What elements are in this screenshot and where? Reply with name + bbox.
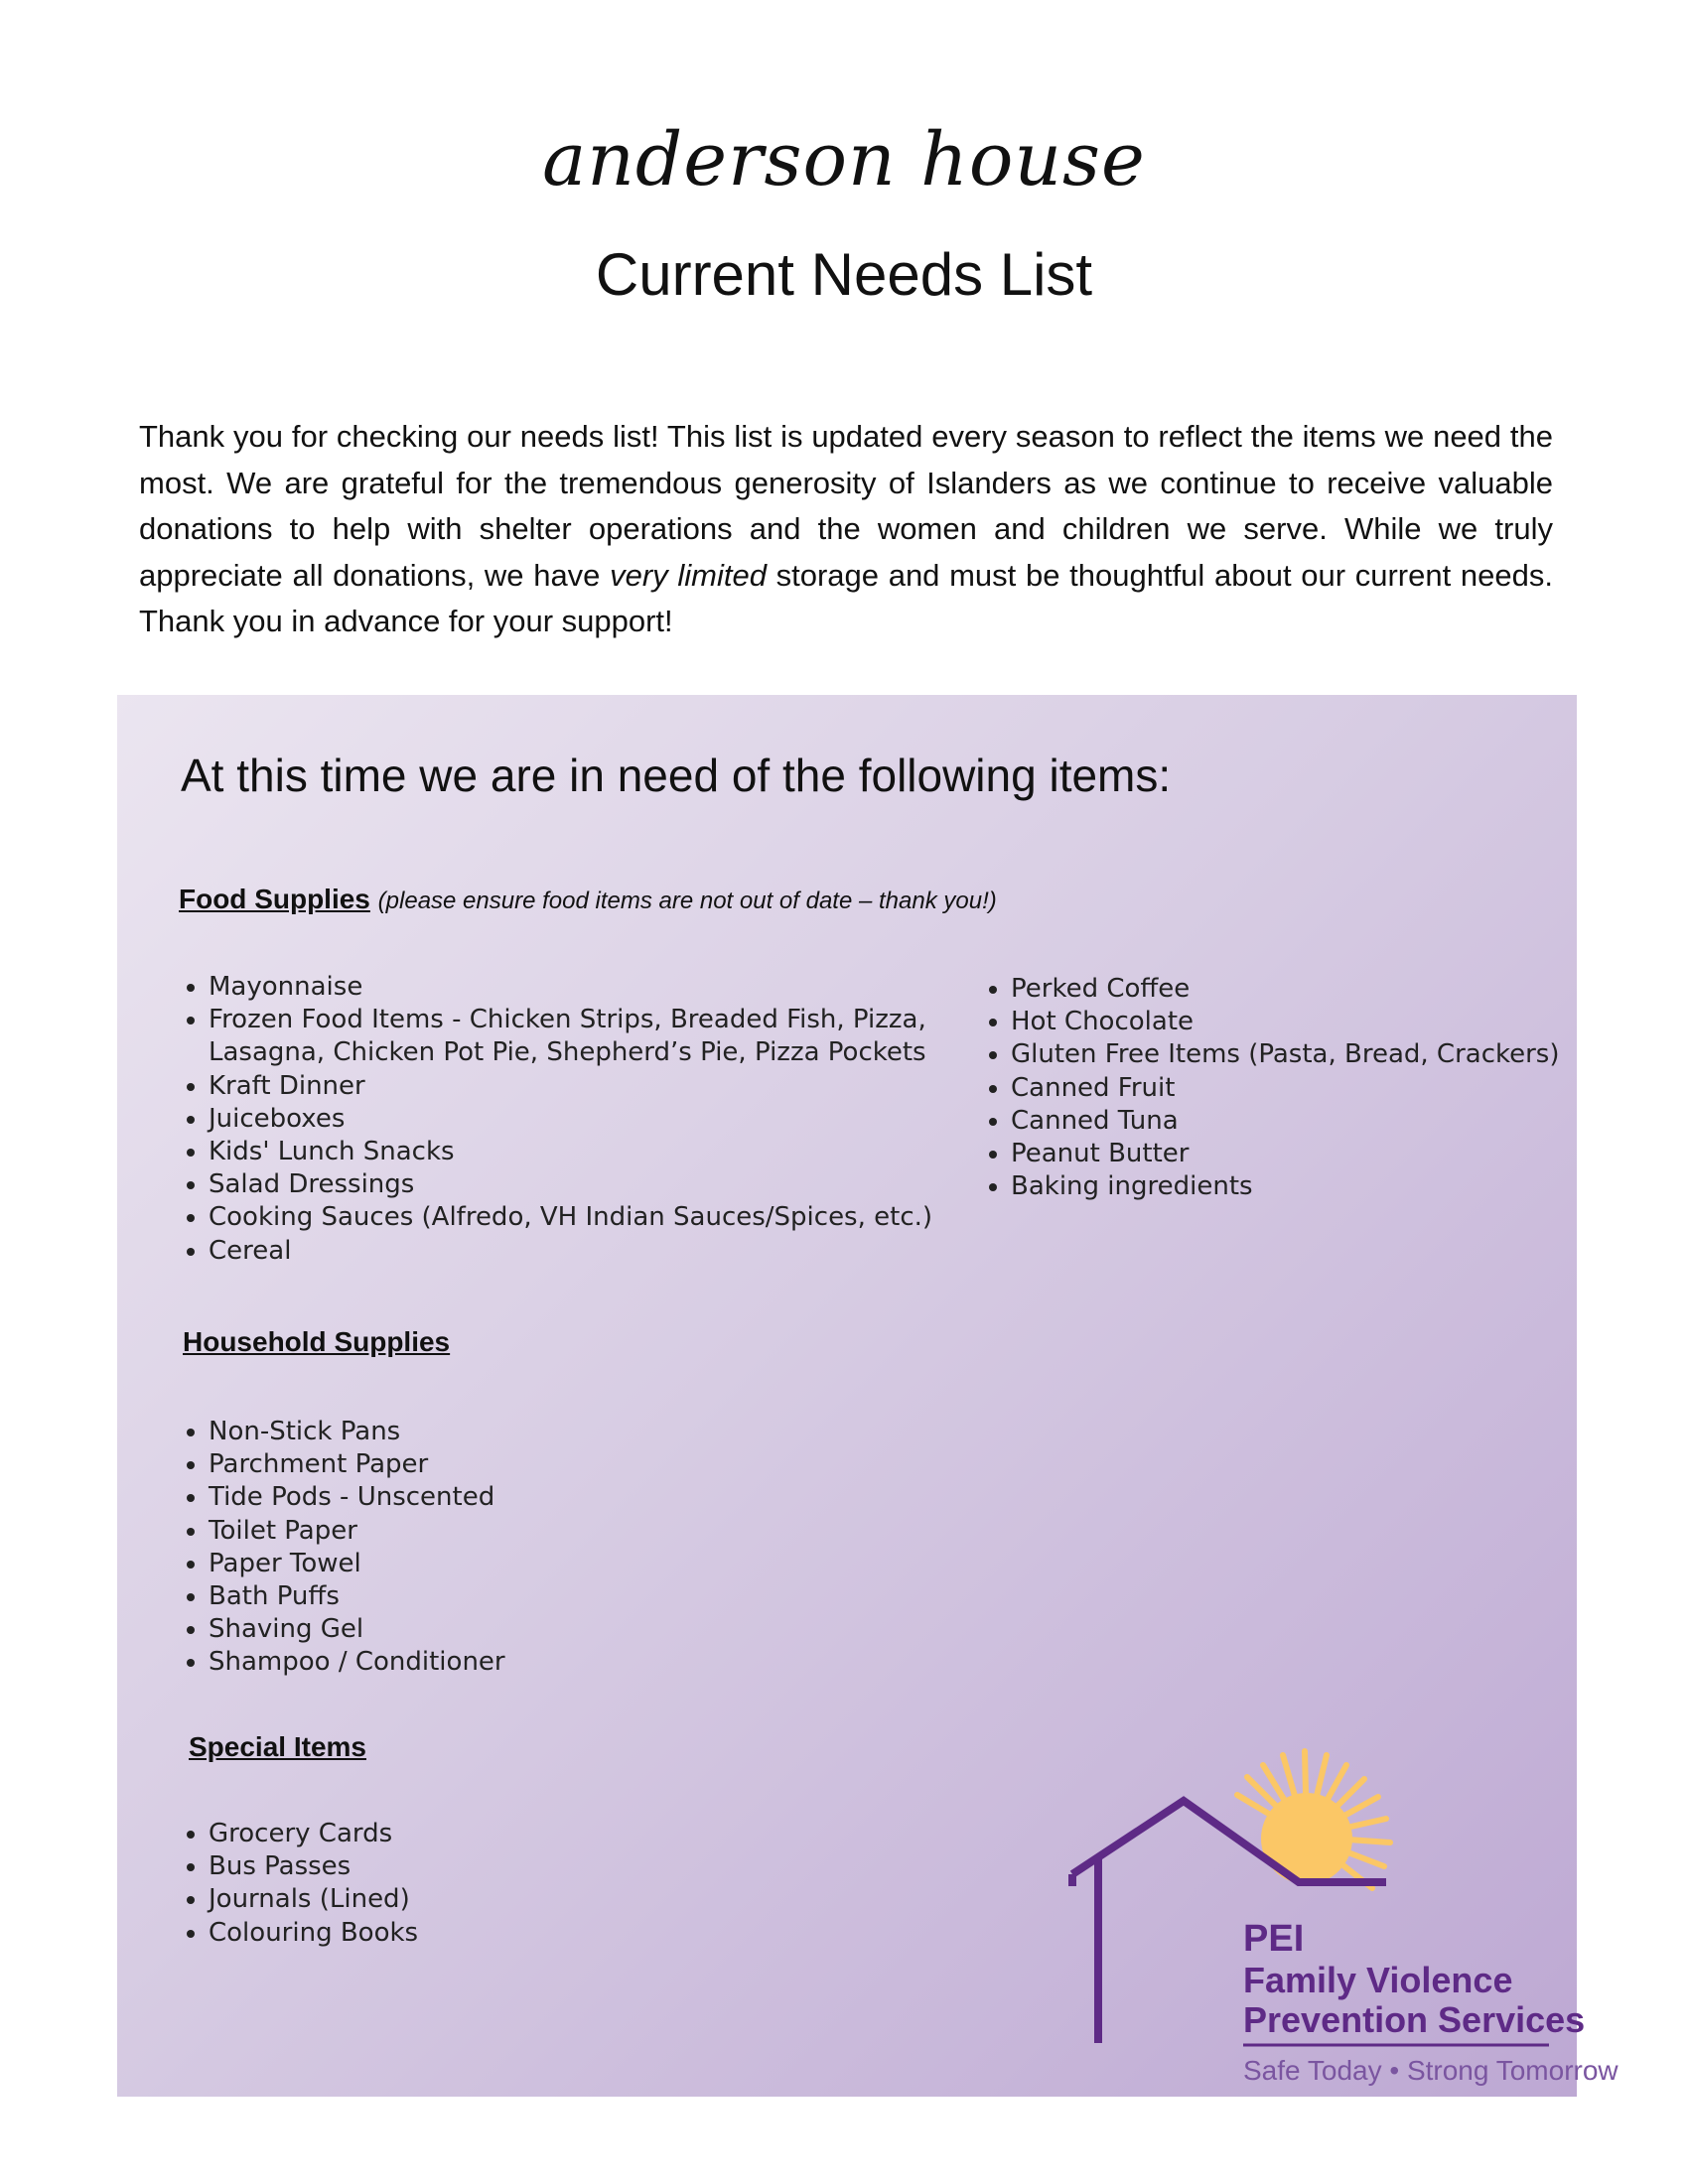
list-item: • Mayonnaise xyxy=(209,971,943,1004)
needs-panel xyxy=(117,695,1618,2097)
list-item: • Cooking Sauces (Alfredo, VH Indian Sauces/Spices, etc.) xyxy=(209,1201,943,1234)
list-item: • Gluten Free Items (Pasta, Bread, Crackers) xyxy=(1011,1038,1587,1071)
logo-tagline: Safe Today • Strong Tomorrow xyxy=(1243,2055,1618,2086)
list-item: • Kids' Lunch Snacks xyxy=(209,1136,943,1168)
food-list-left xyxy=(177,971,943,1268)
food-section-heading xyxy=(179,884,997,915)
list-item: • Baking ingredients xyxy=(1011,1170,1587,1203)
list-item: • Grocery Cards xyxy=(209,1818,904,1850)
list-item: • Colouring Books xyxy=(209,1917,904,1950)
brand-wordmark: anderson house xyxy=(542,117,1146,203)
list-item: • Bus Passes xyxy=(209,1850,904,1883)
household-list xyxy=(177,1416,904,1680)
list-item: • Shampoo / Conditioner xyxy=(209,1646,904,1679)
intro-emphasis: very limited xyxy=(610,557,767,593)
list-item: • Cereal xyxy=(209,1235,943,1268)
logo-text-pei: PEI xyxy=(1243,1918,1305,1960)
list-item: • Canned Fruit xyxy=(1011,1072,1587,1105)
special-heading-label: Special Items xyxy=(189,1731,366,1762)
list-item: • Parchment Paper xyxy=(209,1448,904,1481)
list-item: • Journals (Lined) xyxy=(209,1883,904,1916)
special-section-heading xyxy=(189,1731,366,1763)
food-list-right xyxy=(979,973,1587,1203)
special-list xyxy=(177,1818,904,1950)
list-item: • Shaving Gel xyxy=(209,1613,904,1646)
logo-text-family-violence: Family Violence xyxy=(1243,1960,1513,2000)
list-item: • Bath Puffs xyxy=(209,1580,904,1613)
logo-text-prevention-services: Prevention Services xyxy=(1243,1999,1586,2040)
food-heading-label: Food Supplies xyxy=(179,884,370,914)
intro-paragraph xyxy=(139,414,1553,645)
list-item: • Juiceboxes xyxy=(209,1103,943,1136)
list-item: • Tide Pods - Unscented xyxy=(209,1481,904,1514)
household-section-heading xyxy=(183,1326,450,1358)
page-title: Current Needs List xyxy=(595,241,1093,308)
list-item: • Non-Stick Pans xyxy=(209,1416,904,1448)
household-heading-label: Household Supplies xyxy=(183,1326,451,1357)
intro-text-2: storage and must be thoughtful about our current needs. Thank you in advance for your support! xyxy=(139,557,1553,638)
list-item: • Peanut Butter xyxy=(1011,1138,1587,1170)
food-note: (please ensure food items are not out of date – thank you!) xyxy=(377,887,997,914)
intro-text-1: Thank you for checking our needs list! This list is updated every season to reflect the items we need the most. We are grateful for the tremendous generosity of Islanders as we continue to receive valuable donations to help with shelter operations and the women and children we serve. While we truly appreciate all donations, we have xyxy=(139,419,1553,593)
list-item: • Canned Tuna xyxy=(1011,1105,1587,1138)
list-item: • Hot Chocolate xyxy=(1011,1006,1587,1038)
list-item: • Kraft Dinner xyxy=(209,1070,943,1103)
panel-heading: At this time we are in need of the following items: xyxy=(181,750,1172,801)
pei-fvps-logo xyxy=(1058,1747,1618,2086)
list-item: • Salad Dressings xyxy=(209,1168,943,1201)
list-item: • Paper Towel xyxy=(209,1548,904,1580)
list-item: • Perked Coffee xyxy=(1011,973,1587,1006)
list-item: • Frozen Food Items - Chicken Strips, Breaded Fish, Pizza, Lasagna, Chicken Pot Pie, Shepherd’s Pie, Pizza Pockets xyxy=(209,1004,943,1069)
list-item: • Toilet Paper xyxy=(209,1515,904,1548)
